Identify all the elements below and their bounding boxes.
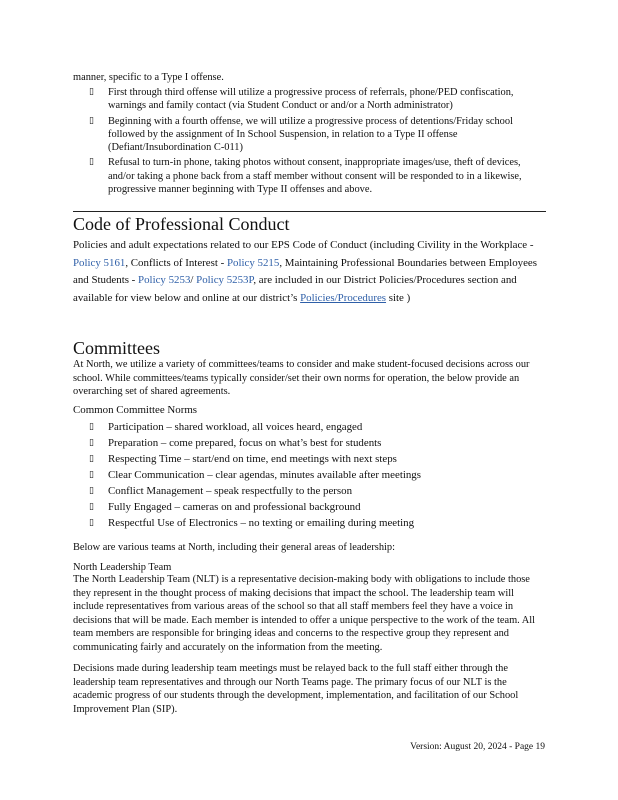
list-item xyxy=(89,115,549,155)
section-heading-committees: Committees xyxy=(73,338,160,358)
policy-5253-link[interactable]: Policy 5253 xyxy=(138,274,191,286)
conduct-text: , Maintaining Professional Boundaries between Employees and Students - xyxy=(73,256,538,286)
list-item xyxy=(89,515,549,531)
list-item-text: Respectful Use of Electronics – no texting or emailing during meeting xyxy=(108,517,415,529)
list-item-text: Respecting Time – start/end on time, end meetings with next steps xyxy=(108,453,397,465)
policies-procedures-link[interactable]: Policies/Procedures xyxy=(300,291,387,304)
committees-intro: At North, we utilize a variety of committees/teams to consider and make student-focused decisions across our school. While committees/teams typically consider/set their own norms for operation, the below provide an overarching set of shared agreements. xyxy=(73,359,530,398)
list-item-text: Beginning with a fourth offense, we will utilize a progressive process of detentions/Friday school followed by the assignment of In School Suspension, in relation to a Type II offense (Defiant/Insubordination C-011) xyxy=(108,115,513,154)
bullet-icon: ▯ xyxy=(89,454,94,464)
page-footer: Version: August 20, 2024 - Page 19 xyxy=(410,742,545,752)
list-item-text: Participation – shared workload, all voices heard, engaged xyxy=(108,421,363,433)
section-heading-conduct: Code of Professional Conduct xyxy=(73,214,290,234)
team-paragraph-2: Decisions made during leadership team meetings must be relayed back to the full staff either through the leadership team representatives and through our North Teams page. The primary focus of our NLT is the academic progress of our students through the development, implementation, and facilitation of our School Improvement Plan (SIP). xyxy=(73,663,519,715)
list-item xyxy=(89,156,549,196)
list-item-text: Refusal to turn-in phone, taking photos without consent, inappropriate images/use, theft of devices, and/or taking a phone back from a staff member without consent will be responded to in a likewise, progressive manner beginning with Type II offenses and above. xyxy=(108,157,522,196)
list-item xyxy=(89,467,549,483)
committee-norms-list xyxy=(89,419,549,531)
bullet-icon: ▯ xyxy=(89,502,94,512)
bullet-icon: ▯ xyxy=(89,115,94,126)
bullet-icon: ▯ xyxy=(89,87,94,97)
policy-5215-link[interactable]: Policy 5215 xyxy=(226,256,280,269)
policy-5253p-link[interactable]: Policy 5253P xyxy=(196,274,254,286)
conduct-text: , Conflicts of Interest - xyxy=(125,256,227,269)
bullet-icon: ▯ xyxy=(89,486,94,496)
list-item-text: Fully Engaged – cameras on and professional background xyxy=(108,501,361,513)
list-item xyxy=(89,451,549,467)
policy-5161-link[interactable]: Policy 5161 xyxy=(73,256,126,269)
list-item-text: First through third offense will utilize a progressive process of referrals, phone/PED confiscation, warnings and family contact (via Student Conduct or and/or a North administrator) xyxy=(108,87,514,112)
conduct-text: / xyxy=(190,274,197,286)
bullet-icon: ▯ xyxy=(89,438,94,448)
conduct-text: , are included in our District Policies/Procedures section and available for view below and online at our district’s xyxy=(73,274,517,304)
team-paragraph-1: The North Leadership Team (NLT) is a representative decision-making body with obligations to include those they represent in the thought process of making decisions that impact the school. The leadership team will include representatives from various areas of the school so that all staff members feel they have a voice in decisions that will be made. Each member is intended to offer a unique perspective to the work of the team. All team members are responsible for bringing ideas and concerns to the respective group they represent and communicating fairly and accurately on the information from the meeting. xyxy=(73,574,536,653)
team-title: North Leadership Team xyxy=(73,562,172,573)
discipline-steps-list xyxy=(89,86,549,198)
conduct-text: site ) xyxy=(386,291,411,304)
intro-line: manner, specific to a Type I offense. xyxy=(73,72,224,83)
teams-intro-line: Below are various teams at North, including their general areas of leadership: xyxy=(73,542,395,553)
list-item xyxy=(89,419,549,435)
list-item-text: Conflict Management – speak respectfully to the person xyxy=(108,485,353,497)
list-item xyxy=(89,483,549,499)
conduct-text: Policies and adult expectations related to our EPS Code of Conduct (including Civility in the Workplace - xyxy=(73,239,534,251)
list-item-text: Clear Communication – clear agendas, minutes available after meetings xyxy=(108,469,421,481)
bullet-icon: ▯ xyxy=(89,157,94,168)
list-item xyxy=(89,435,549,451)
norms-title: Common Committee Norms xyxy=(73,404,198,416)
bullet-icon: ▯ xyxy=(89,422,94,432)
section-divider xyxy=(73,211,546,212)
list-item-text: Preparation – come prepared, focus on what’s best for students xyxy=(108,437,382,449)
list-item xyxy=(89,86,549,113)
list-item xyxy=(89,499,549,515)
bullet-icon: ▯ xyxy=(89,518,94,528)
conduct-paragraph xyxy=(73,237,546,307)
bullet-icon: ▯ xyxy=(89,470,94,480)
